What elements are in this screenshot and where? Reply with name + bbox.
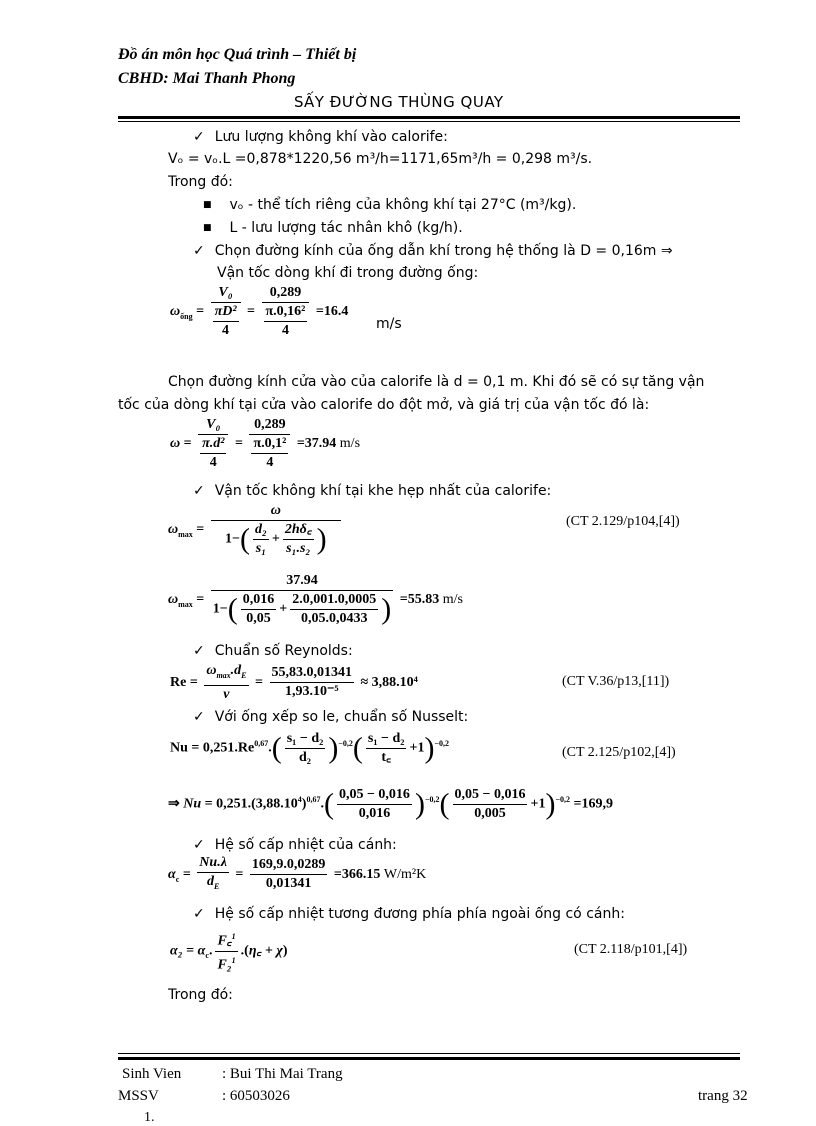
- checkmark-icon: ✓: [193, 483, 205, 499]
- course-title: Đồ án môn học Quá trình – Thiết bị: [118, 46, 357, 63]
- text-line: [193, 906, 625, 922]
- student-label: Sinh Vien: [122, 1066, 182, 1082]
- result: =366.15: [333, 867, 381, 883]
- denominator: π.0,16²: [264, 303, 308, 322]
- denominator: πD²: [213, 303, 239, 322]
- unit: m/s: [376, 316, 402, 332]
- paragraph-line: Chọn đường kính cửa vào của calorife là d = 0,1 m. Khi đó sẽ có sự tăng vận: [168, 374, 705, 390]
- diameter-line: Chọn đường kính của ống dẫn khí trong hệ thống là D = 0,16m ⇒: [214, 243, 673, 259]
- denominator: π.0,1²: [251, 435, 288, 454]
- equation-pipe-velocity: $\omega_{ống}$ = $\frac{\text{V₀}}{\frac{\text{πD²}}{4}}$ = $\frac{0,289}{\frac{\text{π.0,16²}}{4}}$ =16.4: [170, 285, 349, 338]
- numerator: 0,016: [241, 591, 277, 610]
- denominator: 4: [209, 455, 217, 470]
- header-rule-thin: [118, 121, 740, 122]
- footer-rule-thick: [118, 1057, 740, 1060]
- checkmark-icon: ✓: [193, 709, 205, 725]
- equation-fin-coefficient: $\alpha_c$ = $\frac{Nu.\lambda}{d_E}$ = $\frac{169,9.0,0289}{0,01341}$ =366.15 W/m²K: [168, 854, 426, 896]
- text-line: [193, 643, 353, 659]
- where-label: Trong đó:: [168, 987, 233, 1003]
- equation-nusselt: Nu = 0,251.Re$^{0,67}$.( $\frac{\text{s₁ − d₂}}{\text{d₂}}$ )$^{-0,2}$( $\frac{\text{s₁ − d₂}}{t꜀}$ +1)$^{-0,2}$: [170, 731, 450, 765]
- fraction: ω 1−( $\frac{\text{d₂}}{\text{s₁}}$ + $\frac{2h\delta꜀}{\text{s₁.s₂}}$ ): [211, 502, 341, 558]
- fraction: [270, 664, 355, 701]
- result: =169,9: [573, 796, 614, 812]
- numerator: 55,83.0,01341: [270, 664, 355, 683]
- numerator: 169,9.0,0289: [250, 856, 328, 875]
- denominator: π.d²: [200, 435, 226, 454]
- fraction: [262, 284, 310, 340]
- fraction: [198, 416, 228, 472]
- result: =16.4: [315, 304, 349, 320]
- numerator: 0,289: [262, 284, 310, 303]
- list-marker: 1.: [144, 1110, 155, 1125]
- denominator: 0,05.0,0433: [301, 611, 368, 626]
- fraction: [249, 416, 290, 472]
- reynolds-label: Chuẩn số Reynolds:: [214, 643, 353, 659]
- formula-reference: (CT 2.118/p101,[4]): [574, 942, 688, 957]
- where-label: Trong đó:: [168, 174, 233, 190]
- equation-reynolds: Re = $\frac{\omega_{max}.d_E}{\nu}$ = $\frac{55,83.0,01341}{\text{1,93.10⁻⁵}}$ ≈ 3,88.10⁴: [170, 663, 418, 702]
- formula-reference: (CT V.36/p13,[11]): [562, 674, 670, 689]
- student-name: : Bui Thi Mai Trang: [222, 1066, 343, 1082]
- fin-coefficient-label: Hệ số cấp nhiệt của cánh:: [214, 837, 397, 853]
- denominator: 4: [222, 323, 230, 338]
- fraction: $\frac{\omega_{max}.d_E}{\nu}$: [206, 663, 247, 702]
- text-line: [193, 837, 397, 853]
- narrow-gap-label: Vận tốc không khí tại khe hẹp nhất của calorife:: [214, 483, 552, 499]
- result: =37.94: [296, 436, 337, 452]
- checkmark-icon: ✓: [193, 906, 205, 922]
- checkmark-icon: ✓: [193, 643, 205, 659]
- list-item: [203, 197, 576, 213]
- denominator: 0,01341: [265, 876, 312, 892]
- numerator: V₀: [211, 284, 241, 303]
- checkmark-icon: ✓: [193, 243, 205, 259]
- header-rule-thick: [118, 116, 740, 119]
- student-id-label: MSSV: [118, 1088, 159, 1104]
- page-number: trang 32: [698, 1088, 748, 1104]
- student-id: : 60503026: [222, 1088, 290, 1104]
- fraction: 37.94 1−( $\frac{0,016}{0,05}$ + $\frac{2.0,001.0,0005}{0,05.0,0433}$ ): [212, 573, 392, 626]
- denominator: 0,05: [246, 611, 271, 626]
- checkmark-icon: ✓: [193, 837, 205, 853]
- text-line: [193, 129, 448, 145]
- list-item-text: vₒ - thể tích riêng của không khí tại 27°C (m³/kg).: [229, 197, 577, 213]
- formula-reference: (CT 2.129/p104,[4]): [566, 514, 680, 529]
- fraction: $\frac{Nu.\lambda}{d_E}$: [199, 855, 227, 891]
- footer-rule-thin: [118, 1053, 740, 1054]
- denominator: 4: [266, 455, 274, 470]
- numerator: 2.0,001.0,0005: [290, 591, 378, 610]
- airflow-label: Lưu lượng không khí vào calorife:: [214, 129, 448, 145]
- denominator: 4: [281, 323, 289, 338]
- page-title: SẤY ĐƯỜNG THÙNG QUAY: [294, 93, 504, 111]
- unit: W/m²K: [383, 867, 427, 883]
- list-item-text: L - lưu lượng tác nhân khô (kg/h).: [229, 220, 463, 236]
- equation-equivalent-coefficient: $\alpha_2 = \alpha_c$. $\frac{F꜀^1}{F_2^1}$ .(η꜀ + χ): [170, 928, 288, 974]
- unit: m/s: [339, 436, 361, 452]
- result: ≈ 3,88.10⁴: [360, 675, 418, 691]
- numerator: 37.94: [211, 572, 393, 591]
- equivalent-coefficient-label: Hệ số cấp nhiệt tương đương phía phía ngoài ống có cánh:: [214, 906, 625, 922]
- list-item: [203, 220, 463, 236]
- formula-reference: (CT 2.125/p102,[4]): [562, 745, 676, 760]
- checkmark-icon: ✓: [193, 129, 205, 145]
- supervisor-line: CBHD: Mai Thanh Phong: [118, 70, 296, 87]
- equation-nusselt-value: ⇒ $Nu = 0,251.(3,88.10^4)^{0,67}$.( $\frac{0,05 - 0,016}{0,016}$ )$^{-0,2}$( $\frac{0,05 - 0,016}{0,005}$ +1)$^{-0,2}$ =169,9: [168, 787, 614, 821]
- bullet-icon: ■: [203, 200, 212, 210]
- paragraph-line: tốc của dòng khí tại cửa vào calorife do đột mở, và giá trị của vận tốc đó là:: [118, 397, 650, 413]
- text-line: [193, 243, 673, 259]
- denominator: 1,93.10⁻⁵: [284, 684, 339, 700]
- equation-inlet-velocity: ω = $\frac{\text{V₀}}{\frac{\text{π.d²}}{4}}$ = $\frac{0,289}{\frac{\text{π.0,1²}}{4}}$ =37.94 m/s: [170, 417, 361, 470]
- text-line: [193, 709, 468, 725]
- text-line: [193, 483, 551, 499]
- fraction: [250, 856, 328, 893]
- numerator: ω: [211, 502, 341, 521]
- numerator: 0,289: [249, 416, 290, 435]
- bullet-icon: ■: [203, 223, 212, 233]
- result: =55.83: [399, 592, 440, 608]
- nusselt-label: Với ống xếp so le, chuẩn số Nusselt:: [214, 709, 469, 725]
- equation-max-velocity: $\omega_{max}$ = ω 1−( $\frac{\text{d₂}}{\text{s₁}}$ + $\frac{2h\delta꜀}{\text{s₁.s₂}}$ ): [168, 502, 344, 558]
- numerator: V₀: [198, 416, 228, 435]
- unit: m/s: [442, 592, 463, 608]
- fraction: [211, 284, 241, 340]
- velocity-label: Vận tốc dòng khí đi trong đường ống:: [217, 265, 479, 281]
- equation-max-velocity-value: $\omega_{max}$ = 37.94 1−( $\frac{0,016}{0,05}$ + $\frac{2.0,001.0,0005}{0,05.0,0433}$ ) =55.83 m/s: [168, 573, 463, 626]
- airflow-formula: Vₒ = vₒ.L =0,878*1220,56 m³/h=1171,65m³/h = 0,298 m³/s.: [168, 151, 593, 167]
